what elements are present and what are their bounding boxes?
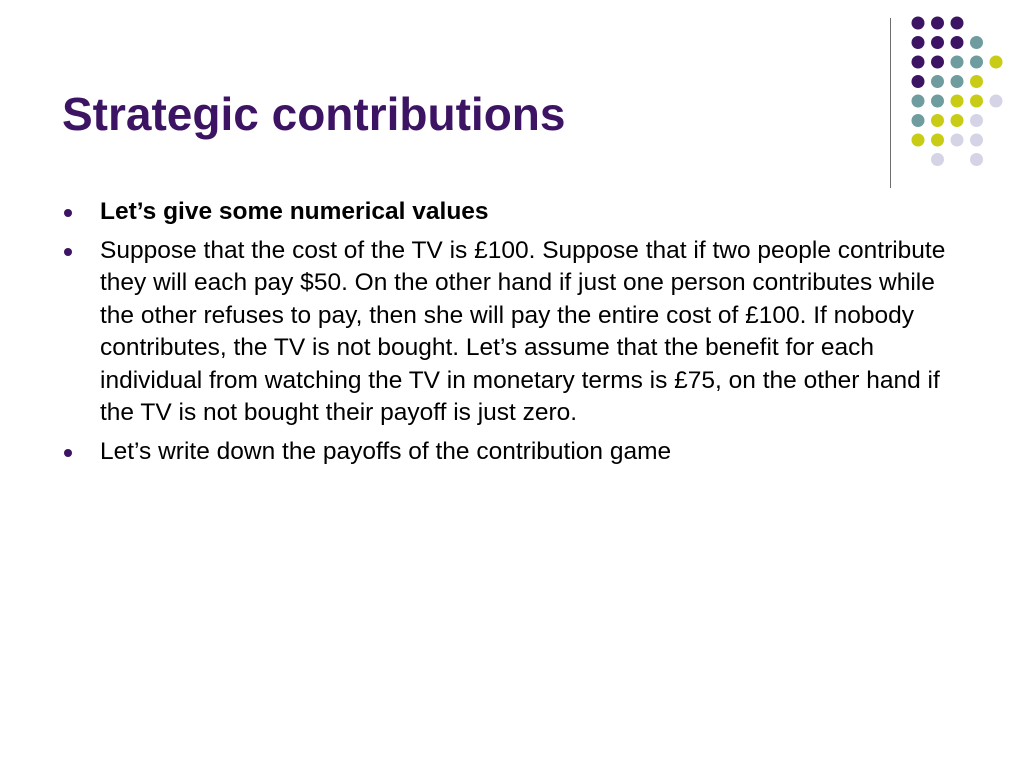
decorative-dot-lime [951, 114, 964, 127]
decorative-dot-teal [970, 56, 983, 69]
decorative-dot-purple [931, 56, 944, 69]
decorative-dot-teal [912, 95, 925, 108]
decorative-dot-lime [970, 95, 983, 108]
decorative-dot-teal [970, 36, 983, 49]
decorative-dot-lime [912, 134, 925, 147]
bullet-list [62, 196, 962, 474]
decorative-dot-purple [912, 75, 925, 88]
decorative-dot-teal [912, 114, 925, 127]
decorative-dot-purple [931, 36, 944, 49]
decorative-dot-purple [912, 17, 925, 30]
decorative-dot-lime [970, 75, 983, 88]
title-divider-line [890, 18, 891, 188]
bullet-dot-icon [64, 209, 72, 217]
bullet-text: Let’s write down the payoffs of the contribution game [100, 437, 672, 465]
decorative-dot-purple [912, 36, 925, 49]
decorative-dot-purple [931, 17, 944, 30]
decorative-dot-purple [912, 56, 925, 69]
bullet-dot-icon [64, 449, 72, 457]
decorative-dot-lavender [990, 95, 1003, 108]
decorative-dot-teal [951, 75, 964, 88]
decorative-dot-purple [951, 36, 964, 49]
decorative-dot-purple [951, 17, 964, 30]
decorative-dot-lavender [970, 153, 983, 166]
bullet-item-tv-cost-scenario [62, 235, 962, 430]
decorative-dot-lavender [970, 134, 983, 147]
decorative-dot-lavender [951, 134, 964, 147]
decorative-dot-lavender [931, 153, 944, 166]
bullet-item-numerical-values [62, 196, 962, 229]
decorative-dot-lavender [970, 114, 983, 127]
decorative-dot-lime [931, 134, 944, 147]
decorative-dot-lime [990, 56, 1003, 69]
bullet-item-write-payoffs [62, 436, 962, 469]
bullet-text: Suppose that the cost of the TV is £100. Suppose that if two people contribute they will each pay $50. On the other hand if just one person contributes while the other refuses to pay, then she will pay the entire cost of £100. If nobody contributes, the TV is not bought. Let’s assume that the benefit for each individual from watching the TV in monetary terms is £75, on the other hand if the TV is not bought their payoff is just zero. [100, 236, 946, 426]
decorative-dot-lime [931, 114, 944, 127]
bullet-text: Let’s give some numerical values [100, 198, 489, 225]
bullet-dot-icon [64, 248, 72, 256]
decorative-dot-lime [951, 95, 964, 108]
decorative-dot-teal [931, 75, 944, 88]
decorative-dot-teal [951, 56, 964, 69]
decorative-dot-teal [931, 95, 944, 108]
slide-title: Strategic contributions [62, 88, 566, 140]
